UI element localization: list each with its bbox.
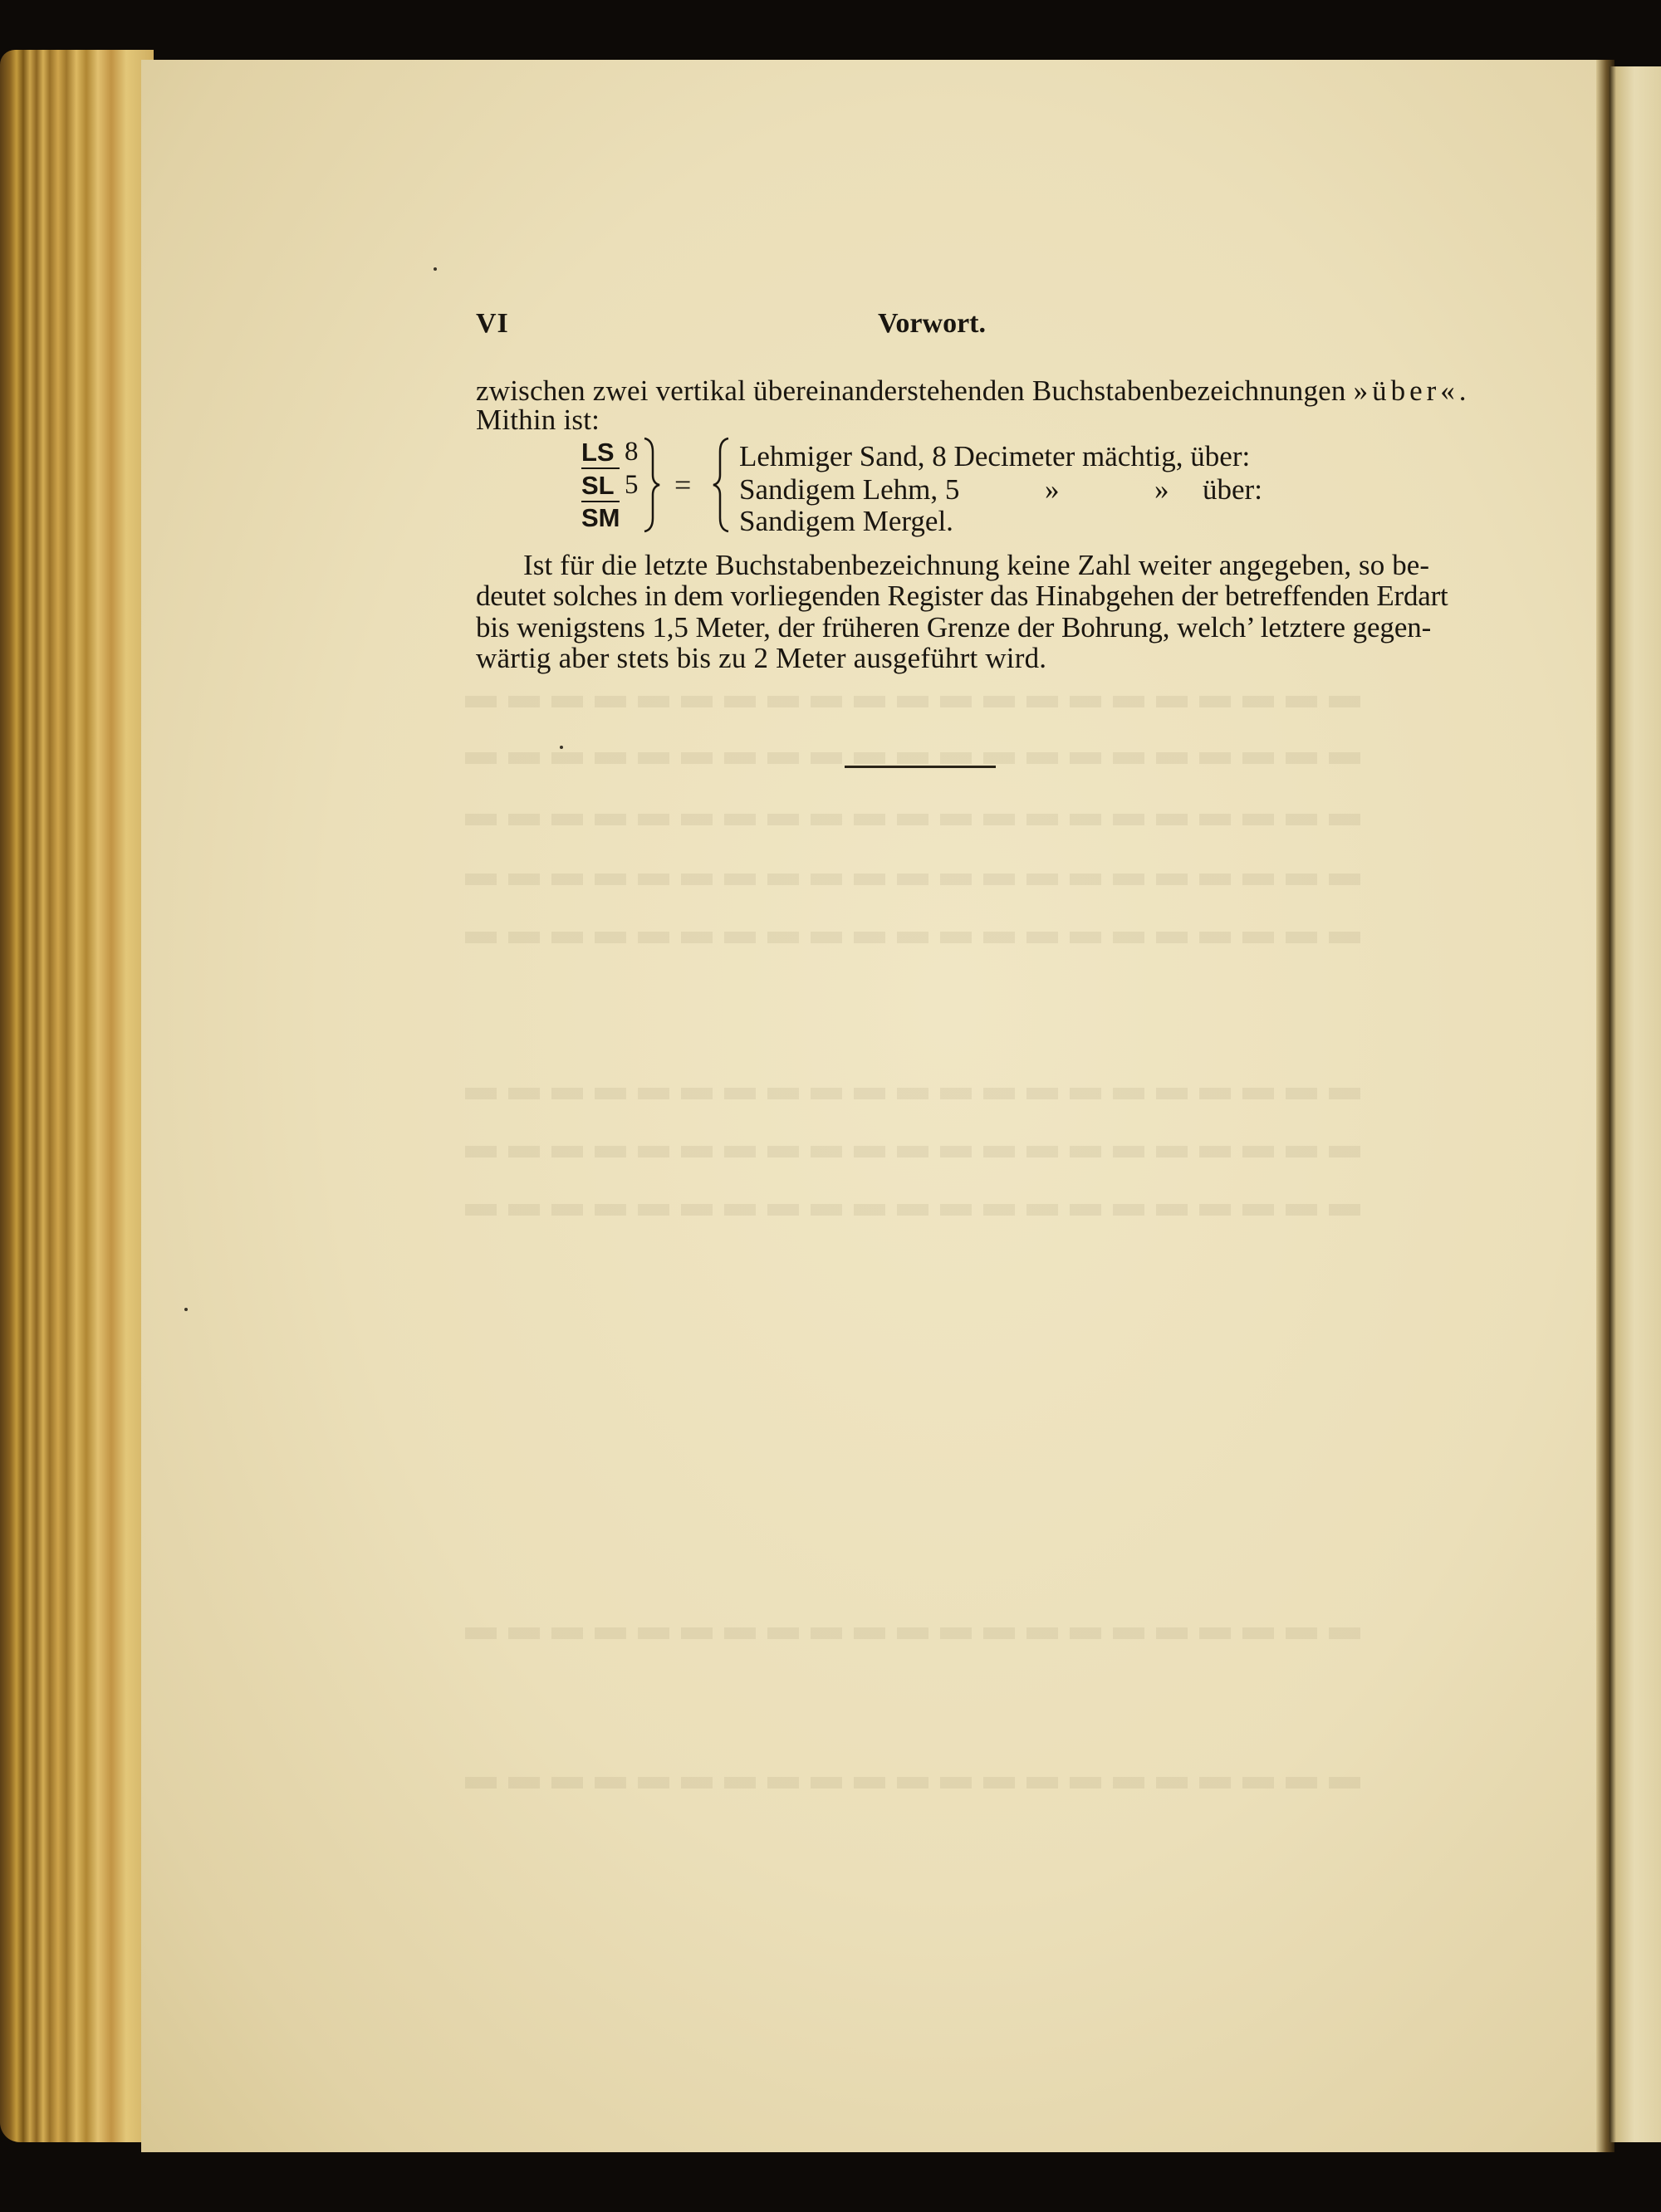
formula-description: Lehmiger Sand, 8 Decimeter mächtig, über:: [739, 440, 1251, 472]
bleed-through-line: [465, 1088, 1362, 1099]
formula-symbol: LS: [581, 438, 615, 467]
symbol-overline: [581, 501, 620, 502]
text-segment: zwischen zwei vertikal übereinanderstehenden Buchstabenbezeichnungen: [476, 374, 1346, 407]
text-line: wärtig aber stets bis zu 2 Meter ausgeführt wird.: [476, 642, 1047, 674]
bleed-through-line: [465, 1627, 1362, 1639]
right-brace: [708, 435, 733, 535]
bleed-through-line: [465, 932, 1362, 943]
bleed-through-line: [465, 752, 1362, 764]
book-page-edges: [0, 50, 154, 2142]
formula-description-tail: über:: [1203, 473, 1262, 506]
ditto-mark: »: [1154, 473, 1169, 506]
formula-number: 5: [625, 470, 639, 500]
book-page: [141, 60, 1611, 2152]
bleed-through-line: [465, 696, 1362, 707]
formula-symbol: SM: [581, 503, 620, 532]
formula-symbol: SL: [581, 471, 615, 500]
quoted-word: »über«.: [1353, 374, 1471, 407]
text-line: bis wenigstens 1,5 Meter, der früheren Grenze der Bohrung, welch’ letztere gegen-: [476, 611, 1432, 644]
left-brace: [639, 435, 664, 535]
formula-description: Sandigem Mergel.: [739, 505, 953, 537]
page-title: Vorwort.: [878, 308, 986, 339]
bleed-through-line: [465, 1146, 1362, 1157]
ditto-mark: »: [1045, 473, 1060, 506]
bleed-through-line: [465, 874, 1362, 885]
equals-sign: =: [674, 468, 692, 502]
text-line: deutet solches in dem vorliegenden Register das Hinabgehen der betreffenden Erdart: [476, 580, 1448, 612]
bleed-through-line: [465, 1204, 1362, 1216]
text-line: Mithin ist:: [476, 404, 600, 436]
page-number: VI: [476, 308, 509, 339]
text-line: Ist für die letzte Buchstabenbezeichnung keine Zahl weiter angegeben, so be-: [523, 549, 1430, 581]
paper-speck: [560, 746, 563, 749]
adjacent-page-edge: [1610, 66, 1661, 2142]
bleed-through-line: [465, 1777, 1362, 1789]
bleed-through-line: [465, 814, 1362, 825]
formula-number: 8: [625, 437, 639, 467]
section-divider: [845, 766, 996, 768]
paper-speck: [434, 267, 437, 271]
symbol-overline: [581, 467, 620, 469]
text-line: [476, 374, 1471, 407]
formula-description: Sandigem Lehm, 5: [739, 473, 960, 506]
paper-speck: [184, 1308, 188, 1311]
